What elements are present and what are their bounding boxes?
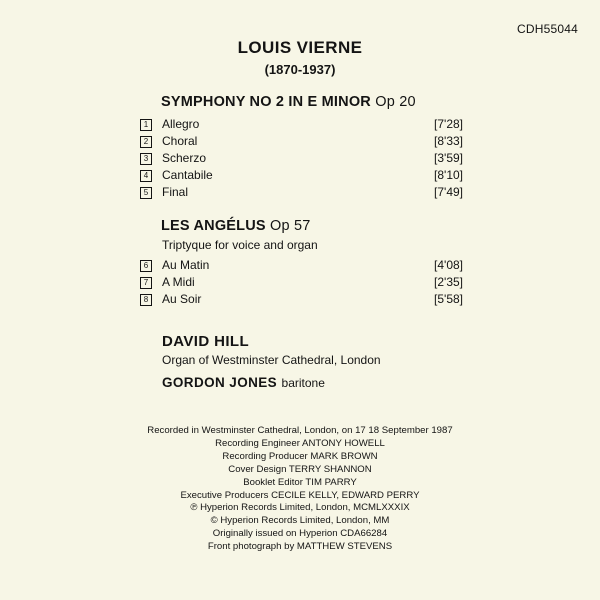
track-title: Au Soir	[162, 292, 202, 306]
track-row	[140, 257, 463, 274]
track-row	[140, 150, 463, 167]
credit-line: Recording Engineer ANTONY HOWELL	[215, 437, 385, 449]
track-number: 5	[140, 187, 152, 199]
work2-title: LES ANGÉLUS	[161, 218, 266, 234]
composer-dates: (1870-1937)	[264, 62, 336, 77]
singer-name: GORDON JONES	[162, 375, 278, 390]
track-title: Final	[162, 185, 189, 199]
composer-name: LOUIS VIERNE	[237, 38, 363, 57]
track-row	[140, 133, 463, 150]
work1-opus: Op 20	[375, 94, 416, 110]
credit-line: Executive Producers CECILE KELLY, EDWARD PERRY	[180, 489, 420, 501]
track-row	[140, 291, 463, 308]
singer-role: baritone	[281, 376, 325, 390]
track-duration: [2'35]	[434, 275, 463, 289]
credit-line: Recorded in Westminster Cathedral, London, on 17 18 September 1987	[147, 425, 453, 436]
work1-tracklist	[140, 116, 463, 201]
track-title: Cantabile	[162, 168, 213, 182]
credit-line: © Hyperion Records Limited, London, MM	[210, 515, 390, 527]
credit-line: Booklet Editor TIM PARRY	[243, 476, 357, 488]
track-row	[140, 116, 463, 133]
credit-line: Front photograph by MATTHEW STEVENS	[207, 541, 393, 553]
credit-line: ℗ Hyperion Records Limited, London, MCMLXXXIX	[190, 502, 410, 514]
track-row	[140, 167, 463, 184]
credit-line: Recording Producer MARK BROWN	[222, 450, 378, 462]
work2-heading	[161, 218, 311, 234]
organist-name: DAVID HILL	[162, 333, 250, 350]
track-duration: [5'58]	[434, 292, 463, 306]
track-number: 1	[140, 119, 152, 131]
track-number: 6	[140, 260, 152, 272]
track-duration: [4'08]	[434, 258, 463, 272]
track-duration: [3'59]	[434, 151, 463, 165]
track-title: Allegro	[162, 117, 200, 131]
organist-role: Organ of Westminster Cathedral, London	[162, 353, 381, 367]
track-number: 3	[140, 153, 152, 165]
track-title: Scherzo	[162, 151, 207, 165]
track-title: Choral	[162, 134, 198, 148]
track-duration: [7'49]	[434, 185, 463, 199]
track-row	[140, 274, 463, 291]
track-title: A Midi	[162, 275, 195, 289]
track-row	[140, 184, 463, 201]
credit-line: Cover Design TERRY SHANNON	[228, 463, 372, 475]
track-duration: [8'33]	[434, 134, 463, 148]
track-number: 8	[140, 294, 152, 306]
singer-line	[162, 374, 325, 392]
catalog-number: CDH55044	[517, 22, 578, 36]
credits-block	[0, 425, 600, 554]
track-number: 4	[140, 170, 152, 182]
track-duration: [7'28]	[434, 117, 463, 131]
credit-line: Originally issued on Hyperion CDA66284	[212, 528, 388, 540]
track-number: 2	[140, 136, 152, 148]
work1-title: SYMPHONY NO 2 IN E MINOR	[161, 94, 371, 110]
work1-heading	[161, 94, 416, 110]
work2-tracklist	[140, 257, 463, 308]
track-number: 7	[140, 277, 152, 289]
track-title: Au Matin	[162, 258, 210, 272]
track-duration: [8'10]	[434, 168, 463, 182]
work2-opus: Op 57	[270, 218, 311, 234]
work2-subtitle: Triptyque for voice and organ	[162, 238, 318, 252]
